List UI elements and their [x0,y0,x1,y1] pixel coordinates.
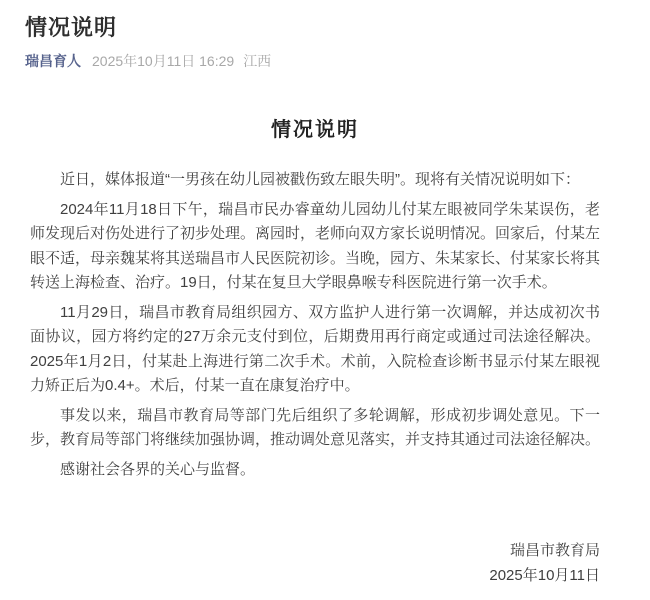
source-name[interactable]: 瑞昌育人 [25,53,81,69]
paragraph-intro: 近日，媒体报道“一男孩在幼儿园被戳伤致左眼失明”。现将有关情况说明如下： [60,171,580,188]
paragraph-mediation: 11月29日，瑞昌市教育局组织园方、双方监护人进行第一次调解，并达成初次书面协议，园方将约定的27万余元支付到位，后期费用再行商定或通过司法途径解决。2025年1月2日，付某赴上海进行第二次手术。术前，入院检查诊断书显示付某左眼视力矫正后为0.4+。术后，付某一直在康复治疗中。 [30,303,600,394]
paragraph-followup: 事发以来，瑞昌市教育局等部门先后组织了多轮调解，形成初步调处意见。下一步，教育局等部门将继续加强协调，推动调处意见落实，并支持其通过司法途径解决。 [30,406,601,448]
page-header [0,0,650,70]
signature-date: 2025年10月11日 [489,566,600,584]
page-title: 情况说明 [25,15,118,40]
signature-block [30,539,600,588]
statement-document [0,118,650,588]
document-title: 情况说明 [271,119,359,141]
post-datetime: 2025年10月11日 16:29 [92,53,235,69]
paragraph-thanks: 感谢社会各界的关心与监督。 [60,460,256,478]
document-body [30,168,600,482]
signature-org: 瑞昌市教育局 [509,542,600,559]
paragraph-incident: 2024年11月18日下午，瑞昌市民办睿童幼儿园幼儿付某左眼被同学朱某误伤，老师发现后对伤处进行了初步处理。离园时，老师向双方家长说明情况。回家后，付某左眼不适，母亲魏某将其送瑞昌市人民医院初诊。当晚，园方、朱某家长、付某家长将其转送上海检查、治疗。19日，付某在复旦大学眼鼻喉专科医院进行第一次手术。 [30,200,601,291]
post-meta [25,52,625,70]
post-region: 江西 [243,53,272,69]
